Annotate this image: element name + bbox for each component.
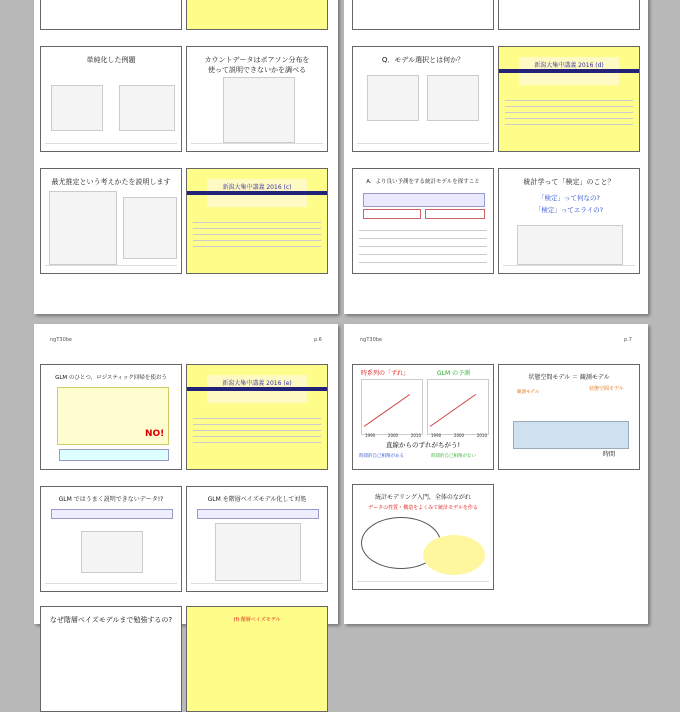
state-model-label: 状態空間モデル <box>589 386 624 392</box>
slide-test-question <box>498 168 640 274</box>
slide-title: Q．モデル選択とは何か？ <box>381 56 465 64</box>
page-header: ngT30be <box>360 337 383 343</box>
slide-hierarchical-banner <box>186 606 328 712</box>
slide-title: GLM を階層ベイズモデル化して対処 <box>207 496 307 503</box>
year-tick: 2000 <box>387 433 399 438</box>
slide-title: カウントデータはポアソン分布を 使って説明できないかを調べる <box>204 56 310 74</box>
label-right: 時間的自己相関がない <box>431 454 476 459</box>
histogram-figure <box>223 77 295 143</box>
slide-footer <box>191 583 323 589</box>
text-box <box>425 209 485 219</box>
figure <box>517 225 623 265</box>
figure <box>215 523 301 581</box>
figure <box>367 75 419 121</box>
slide-partial-4 <box>498 0 640 30</box>
flow-yellow-blob <box>423 535 485 575</box>
no-stamp: NO! <box>145 429 165 439</box>
slide-better-prediction <box>352 168 494 274</box>
slide-subtitle: データの性質・構造をよくみて統計モデルを作る <box>368 505 478 511</box>
slide-maximum-likelihood <box>40 168 182 274</box>
slide-niigata-c <box>186 168 328 274</box>
slide-why-hierarchical <box>40 606 182 712</box>
title-left: 時系列の「ずれ」 <box>361 370 410 377</box>
slide-glm-logistic <box>40 364 182 470</box>
slide-niigata-e <box>186 364 328 470</box>
slide-title: 状態空間モデル ＝ 観測モデル <box>528 374 610 381</box>
title-right: GLM の予測 <box>437 370 471 377</box>
slide-body <box>505 95 633 125</box>
text-box <box>51 509 173 519</box>
slide-title: 統計学って「検定」のこと？ <box>523 178 615 186</box>
slide-title: GLM ではうまく説明できないデータ!? <box>58 496 164 503</box>
slide-partial-1 <box>40 0 182 30</box>
slide-title: 統計モデリング入門，全体のながれ <box>375 494 471 501</box>
figure <box>81 531 143 573</box>
year-tick: 2010 <box>476 433 487 438</box>
text-box <box>197 509 319 519</box>
slide-line-1: 「検定」って何なの? <box>538 194 600 202</box>
slide-title: なぜ階層ベイズモデルまで勉強するの? <box>49 616 173 624</box>
year-ticks-left <box>365 433 421 438</box>
slide-title: 新潟大集中講義 2016 (e) <box>222 380 292 387</box>
slide-title: A．より良い予測をする統計モデルを探すこと <box>366 179 480 185</box>
slide-body <box>193 413 321 443</box>
slide-title: 最尤推定という考えかたを説明します <box>51 178 171 186</box>
year-tick: 2000 <box>453 433 465 438</box>
figure <box>427 75 479 121</box>
page-top-right <box>344 0 648 314</box>
figure <box>119 85 175 131</box>
time-label: 時間 <box>603 451 616 458</box>
slide-niigata-d <box>498 46 640 152</box>
slide-model-selection <box>352 46 494 152</box>
year-ticks-right <box>431 433 487 438</box>
page-top-left <box>34 0 338 314</box>
page-bottom-right <box>344 324 648 624</box>
slide-body <box>359 223 487 263</box>
figure <box>49 191 117 265</box>
slide-footer <box>45 583 177 589</box>
slide-title: 新潟大集中講義 2016 (c) <box>222 184 292 191</box>
slide-footer <box>357 143 489 149</box>
page-number: p.6 <box>314 337 322 343</box>
slide-footer <box>503 265 635 271</box>
observation-model-label: 観測モデル <box>517 390 540 395</box>
slide-hierarchical-bayes-glm <box>186 486 328 592</box>
caption: 直線からのずれがちがう! <box>385 441 461 449</box>
slide-title: 単純化した例題 <box>86 56 136 64</box>
slide-line-2: 「検定」ってエライの? <box>534 206 604 214</box>
year-tick: 1990 <box>431 433 442 438</box>
text-box <box>363 209 421 219</box>
figure <box>51 85 103 131</box>
slide-time-series <box>352 364 494 470</box>
text-box <box>59 449 169 461</box>
slide-glm-cannot <box>40 486 182 592</box>
slide-state-space <box>498 364 640 470</box>
slide-footer <box>357 581 489 587</box>
green-scatter-plot <box>427 379 489 435</box>
black-scatter-plot <box>361 379 423 435</box>
label-left: 時間的自己相関がある <box>359 454 404 459</box>
slide-title: (f) 階層ベイズモデル <box>233 617 281 623</box>
year-tick: 2010 <box>410 433 421 438</box>
slide-title: 新潟大集中講義 2016 (d) <box>534 62 604 69</box>
figure <box>123 197 177 259</box>
slide-footer <box>191 143 323 149</box>
slide-footer <box>45 143 177 149</box>
state-diagram <box>513 421 629 449</box>
slide-simplified-example <box>40 46 182 152</box>
slide-partial-3 <box>352 0 494 30</box>
year-tick: 1990 <box>365 433 376 438</box>
page-bottom-left <box>34 324 338 624</box>
page-number: p.7 <box>624 337 632 343</box>
slide-title: GLM のひとつ，ロジスティック回帰を使おう <box>55 375 167 381</box>
slide-count-data-poisson <box>186 46 328 152</box>
slide-footer <box>45 265 177 271</box>
slide-partial-2 <box>186 0 328 30</box>
page-header: ngT30be <box>50 337 73 343</box>
slide-body <box>193 217 321 247</box>
text-box <box>363 193 485 207</box>
slide-modeling-intro <box>352 484 494 590</box>
